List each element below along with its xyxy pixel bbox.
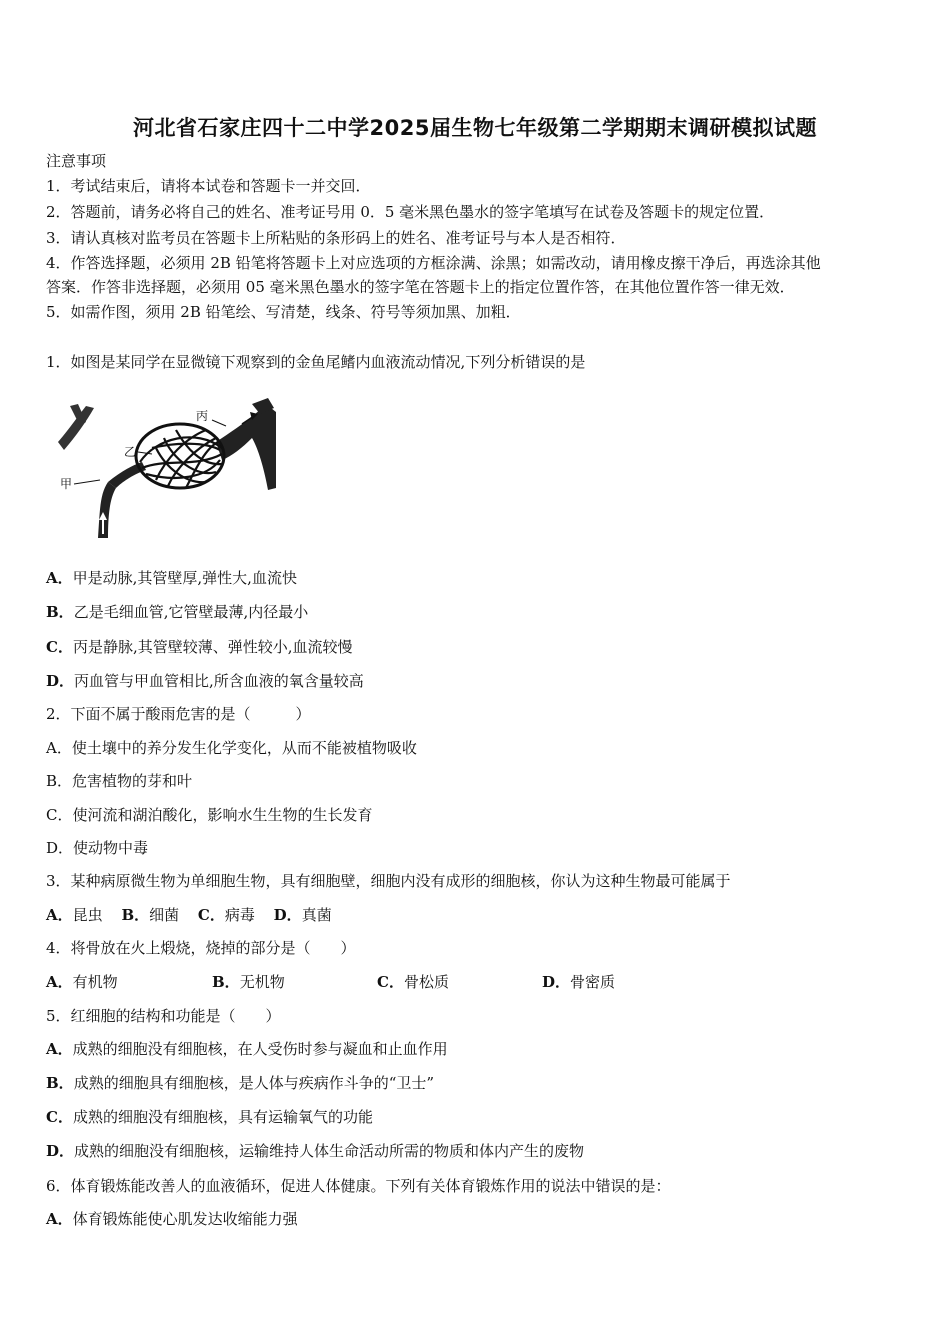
option-text: 细菌 xyxy=(149,906,180,924)
option-text: 骨密质 xyxy=(570,973,616,991)
option xyxy=(46,1107,373,1127)
option-label: A． xyxy=(46,1040,73,1058)
option xyxy=(46,1073,434,1093)
option-label: D． xyxy=(46,1142,75,1160)
notice-item: 1．考试结束后，请将本试卷和答题卡一并交回． xyxy=(46,177,371,195)
option-label: C． xyxy=(46,1108,73,1126)
option: B．危害植物的芽和叶 xyxy=(46,772,193,790)
option-label: C． xyxy=(46,638,73,656)
option: D．使动物中毒 xyxy=(46,839,149,857)
option xyxy=(542,972,615,992)
option-text: 丙血管与甲血管相比,所含血液的氧含量较高 xyxy=(74,672,364,690)
question-stem: 1．如图是某同学在显微镜下观察到的金鱼尾鳍内血液流动情况,下列分析错误的是 xyxy=(46,353,586,371)
option-text: 有机物 xyxy=(72,973,118,991)
option xyxy=(46,972,212,992)
option-text: 体育锻炼能使心肌发达收缩能力强 xyxy=(72,1210,298,1228)
option xyxy=(377,972,542,992)
option-text: 昆虫 xyxy=(72,906,103,924)
page-title: 河北省石家庄四十二中学2025届生物七年级第二学期期末调研模拟试题 xyxy=(133,116,817,140)
option xyxy=(46,568,297,588)
option-text: 成熟的细胞具有细胞核，是人体与疾病作斗争的“卫士” xyxy=(73,1074,435,1092)
option xyxy=(46,637,353,657)
option xyxy=(198,905,255,925)
option-text: 成熟的细胞没有细胞核，具有运输氧气的功能 xyxy=(72,1108,373,1126)
notice-item: 答案．作答非选择题，必须用 05 毫米黑色墨水的签字笔在答题卡上的指定位置作答，在其他位置作答一律无效． xyxy=(46,278,795,296)
option-label: D． xyxy=(46,672,75,690)
option-label: D． xyxy=(542,973,571,991)
blood-vessel-figure xyxy=(56,398,278,543)
label-jia: 甲 xyxy=(60,477,73,491)
option-text: 甲是动脉,其管壁厚,弹性大,血流快 xyxy=(72,569,297,587)
option-text: 丙是静脉,其管壁较薄、弹性较小,血流较慢 xyxy=(72,638,353,656)
label-yi: 乙 xyxy=(124,445,137,459)
option-text: 骨松质 xyxy=(403,973,449,991)
option-label: A． xyxy=(46,973,73,991)
option-text: 无机物 xyxy=(239,973,285,991)
option xyxy=(46,1209,298,1229)
option-text: 真菌 xyxy=(301,906,332,924)
notice-item: 2．答题前，请务必将自己的姓名、准考证号用 0．5 毫米黑色墨水的签字笔填写在试卷及答题卡的规定位置． xyxy=(46,203,775,221)
option-label: B． xyxy=(46,1074,74,1092)
option: C．使河流和湖泊酸化，影响水生生物的生长发育 xyxy=(46,806,373,824)
option-label: A． xyxy=(46,569,73,587)
question-stem: 6．体育锻炼能改善人的血液循环，促进人体健康。下列有关体育锻炼作用的说法中错误的是： xyxy=(46,1177,671,1195)
option-text: 成熟的细胞没有细胞核，运输维持人体生命活动所需的物质和体内产生的废物 xyxy=(74,1142,585,1160)
option-label: B． xyxy=(212,973,240,991)
option-label: A． xyxy=(46,906,73,924)
option-label: D． xyxy=(273,906,302,924)
option-row xyxy=(46,972,615,992)
question-stem: 3．某种病原微生物为单细胞生物，具有细胞壁，细胞内没有成形的细胞核，你认为这种生物最可能属于 xyxy=(46,872,731,890)
option xyxy=(46,1039,448,1059)
option xyxy=(274,905,332,925)
option-text: 病毒 xyxy=(224,906,255,924)
option xyxy=(46,1141,584,1161)
option-label: C． xyxy=(377,973,404,991)
option-text: 乙是毛细血管,它管壁最薄,内径最小 xyxy=(73,603,309,621)
option-text: 成熟的细胞没有细胞核，在人受伤时参与凝血和止血作用 xyxy=(72,1040,448,1058)
question-stem: 4．将骨放在火上煅烧，烧掉的部分是（ ） xyxy=(46,939,356,957)
option xyxy=(46,905,103,925)
option xyxy=(46,671,364,691)
option xyxy=(121,905,179,925)
notice-heading: 注意事项 xyxy=(46,152,107,170)
notice-item: 4．作答选择题，必须用 2B 铅笔将答题卡上对应选项的方框涂满、涂黑；如需改动，请用橡皮擦干净后，再选涂其他 xyxy=(46,254,821,272)
label-bing: 丙 xyxy=(196,409,209,423)
notice-item: 3．请认真核对监考员在答题卡上所粘贴的条形码上的姓名、准考证号与本人是否相符． xyxy=(46,229,626,247)
option-label: B． xyxy=(121,906,150,924)
option: A．使土壤中的养分发生化学变化，从而不能被植物吸收 xyxy=(46,739,417,757)
option-label: B． xyxy=(46,603,74,621)
notice-item: 5．如需作图，须用 2B 铅笔绘、写清楚，线条、符号等须加黑、加粗． xyxy=(46,303,521,321)
question-stem: 2．下面不属于酸雨危害的是（ ） xyxy=(46,705,311,723)
option xyxy=(46,602,308,622)
option-label: C． xyxy=(197,906,225,924)
option xyxy=(212,972,377,992)
option-row xyxy=(46,905,332,925)
question-stem: 5．红细胞的结构和功能是（ ） xyxy=(46,1007,281,1025)
option-label: A． xyxy=(46,1210,73,1228)
